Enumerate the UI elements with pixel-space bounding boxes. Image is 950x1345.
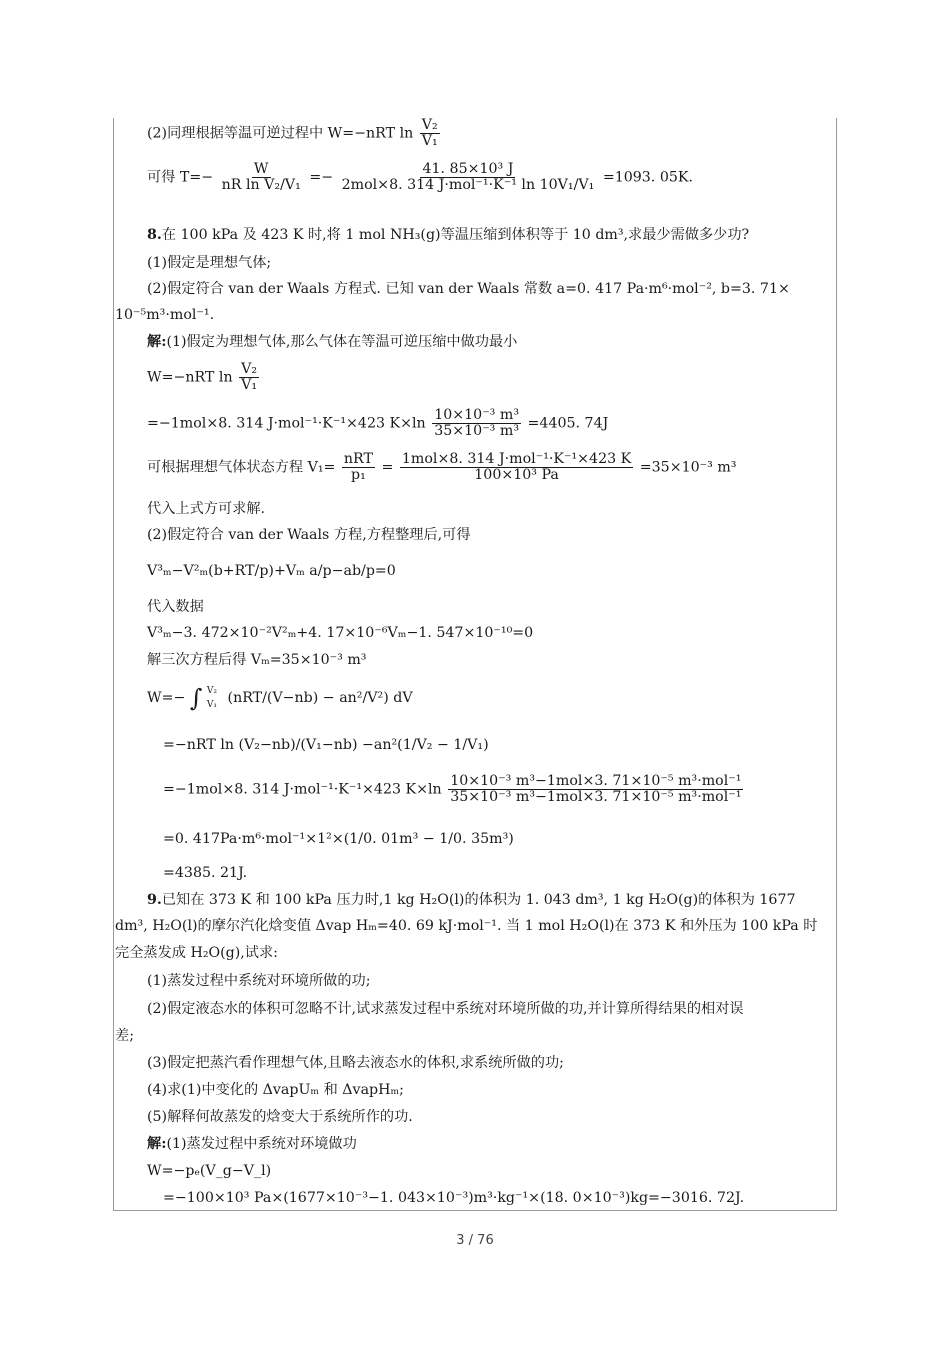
question-9-line-2: dm³, H₂O(l)的摩尔汽化焓变值 Δvap Hₘ=40. 69 kJ·mol⁻¹. 当 1 mol H₂O(l)在 373 K 和外压为 100 kPa 时 xyxy=(115,918,818,934)
fraction: $\frac{\text{1mol×8. 314 J·mol⁻¹·K⁻¹×423 K}}{\text{100×10³ Pa}}$ xyxy=(401,451,632,483)
q9-part-1: (1)蒸发过程中系统对环境所做的功; xyxy=(147,973,371,989)
fraction: $\frac{\text{10×10⁻³ m³−1mol×3. 71×10⁻⁵ m³·mol⁻¹}}{\text{35×10⁻³ m³−1mol×3. 71×10⁻⁵ m³·mol⁻¹}}$ xyxy=(450,773,742,805)
solution-9: 解:(1)蒸发过程中系统对环境做功 xyxy=(147,1136,357,1152)
vdw-equation: V³ₘ−V²ₘ(b+RT/p)+Vₘ a/p−ab/p=0 xyxy=(147,563,396,579)
integral-limits: V₂ V₁ xyxy=(206,686,218,710)
solution-8: 解:(1)假定为理想气体,那么气体在等温可逆压缩中做功最小 xyxy=(147,334,518,350)
eq-line-2: 可得 T=− $\frac{W}{\text{nR ln V₂/V₁}}$ =− $\frac{\text{41. 85×10³ J}}{\text{2mol×8. 314 J·mol⁻¹·K⁻¹ ln 10V₁/V₁}}$ =1093. 05K. xyxy=(147,161,693,193)
q9-part-2b: 差; xyxy=(115,1028,134,1044)
eq-w2: =−1mol×8. 314 J·mol⁻¹·K⁻¹×423 K×ln $\frac{\text{10×10⁻³ m³}}{\text{35×10⁻³ m³}}$ =4405. 74J xyxy=(147,407,609,439)
integral-equation: W=− ∫ V₂ V₁ (nRT/(V−nb) − an²/V²) dV xyxy=(147,684,413,712)
step-5: =4385. 21J. xyxy=(163,865,248,881)
cubic-solution: 解三次方程后得 Vₘ=35×10⁻³ m³ xyxy=(147,652,367,668)
bottom-border xyxy=(113,1210,837,1211)
question-9-line-3: 完全蒸发成 H₂O(g),试求: xyxy=(115,945,278,961)
eq-line-1: (2)同理根据等温可逆过程中 W=−nRT ln $\frac{\text{V₂}}{\text{V₁}}$ xyxy=(147,117,438,149)
eq-w1: W=−nRT ln $\frac{\text{V₂}}{\text{V₁}}$ xyxy=(147,361,258,393)
fraction: $\frac{\text{V₂}}{\text{V₁}}$ xyxy=(241,361,258,393)
fraction: $\frac{W}{\text{nR ln V₂/V₁}}$ xyxy=(221,161,301,193)
q9-part-2: (2)假定液态水的体积可忽略不计,试求蒸发过程中系统对环境所做的功,并计算所得结果的相对误 xyxy=(147,1001,744,1017)
q9-part-4: (4)求(1)中变化的 ΔvapUₘ 和 ΔvapHₘ; xyxy=(147,1082,404,1098)
left-border xyxy=(113,118,114,1210)
fraction: $\frac{\text{41. 85×10³ J}}{\text{2mol×8. 314 J·mol⁻¹·K⁻¹ ln 10V₁/V₁}}$ xyxy=(341,161,595,193)
q9-part-3: (3)假定把蒸汽看作理想气体,且略去液态水的体积,求系统所做的功; xyxy=(147,1055,564,1071)
fraction: $\frac{\text{V₂}}{\text{V₁}}$ xyxy=(421,117,438,149)
q8-part-2b: 10⁻⁵m³·mol⁻¹. xyxy=(115,307,215,323)
step-2: =−nRT ln (V₂−nb)/(V₁−nb) −an²(1/V₂ − 1/V₁) xyxy=(163,737,489,753)
question-8: 8.在 100 kPa 及 423 K 时,将 1 mol NH₃(g)等温压缩到体积等于 10 dm³,求最少需做多少功? xyxy=(147,227,750,243)
q8-part-2: (2)假定符合 van der Waals 方程式. 已知 van der Waals 常数 a=0. 417 Pa·m⁶·mol⁻², b=3. 71× xyxy=(147,281,790,297)
q9-part-5: (5)解释何故蒸发的焓变大于系统所作的功. xyxy=(147,1109,413,1125)
fraction: $\frac{\text{nRT}}{\text{p₁}}$ xyxy=(343,451,373,483)
question-9: 9.已知在 373 K 和 100 kPa 压力时,1 kg H₂O(l)的体积为 1. 043 dm³, 1 kg H₂O(g)的体积为 1677 xyxy=(147,892,796,908)
eq-v1: 可根据理想气体状态方程 V₁= $\frac{\text{nRT}}{\text{p₁}}$ = $\frac{\text{1mol×8. 314 J·mol⁻¹·K⁻¹×423 K}}{\text{100×10³ Pa}}$ =35×10⁻³ m³ xyxy=(147,451,737,483)
step-3: =−1mol×8. 314 J·mol⁻¹·K⁻¹×423 K×ln $\frac{\text{10×10⁻³ m³−1mol×3. 71×10⁻⁵ m³·mol⁻¹}}{\text{35×10⁻³ m³−1mol×3. 71×10⁻⁵ m³·mol⁻¹}}$ xyxy=(163,773,742,805)
cubic-equation: V³ₘ−3. 472×10⁻²V²ₘ+4. 17×10⁻⁶Vₘ−1. 547×10⁻¹⁰=0 xyxy=(147,625,534,641)
text-substitute: 代入上式方可求解. xyxy=(147,501,266,517)
text-data-in: 代入数据 xyxy=(147,599,204,615)
integral-sign: ∫ xyxy=(189,684,203,712)
step-4: =0. 417Pa·m⁶·mol⁻¹×1²×(1/0. 01m³ − 1/0. 35m³) xyxy=(163,831,514,847)
sol9-calc: =−100×10³ Pa×(1677×10⁻³−1. 043×10⁻³)m³·kg⁻¹×(18. 0×10⁻³)kg=−3016. 72J. xyxy=(163,1190,745,1206)
sol9-work-eq: W=−pₑ(V_g−V_l) xyxy=(147,1163,272,1179)
page-number: 3 / 76 xyxy=(456,1233,494,1248)
fraction: $\frac{\text{10×10⁻³ m³}}{\text{35×10⁻³ m³}}$ xyxy=(434,407,520,439)
q8-part-1: (1)假定是理想气体; xyxy=(147,255,272,271)
vdw-intro: (2)假定符合 van der Waals 方程,方程整理后,可得 xyxy=(147,527,471,543)
right-border xyxy=(836,118,837,1210)
